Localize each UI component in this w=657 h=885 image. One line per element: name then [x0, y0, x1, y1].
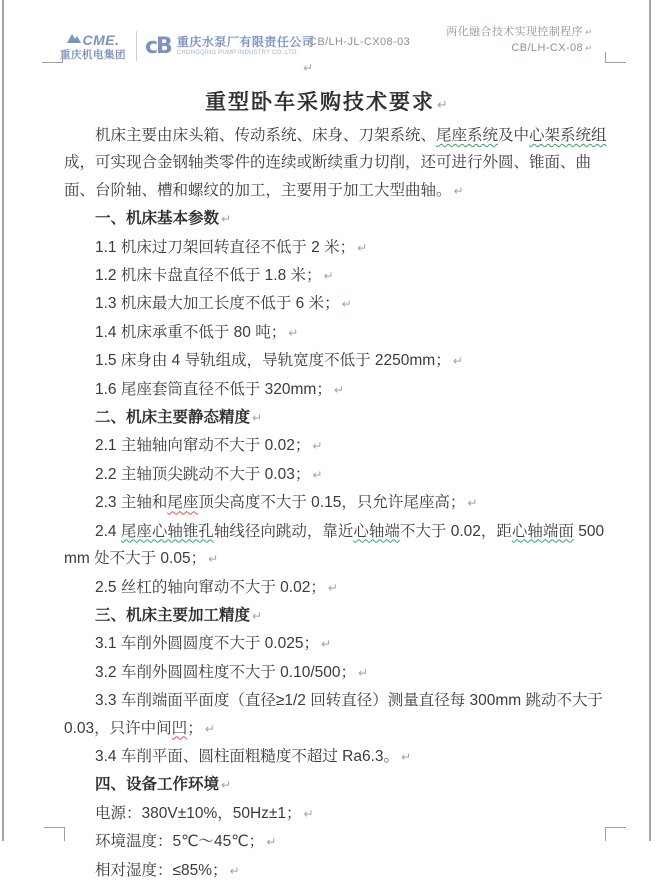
paragraph	[64, 659, 616, 687]
paragraph-text: 3.3 车削端面平面度（直径≥1/2 回转直径）测量直径每 300mm 跳动不大于 0.03，只许中间	[64, 692, 604, 737]
spellcheck-flagged-text: 尾座系统	[436, 127, 499, 144]
paragraph-mark: ↵	[437, 97, 448, 112]
document-page	[2, 0, 651, 879]
spellcheck-flagged-text: 尾座心轴锥孔	[120, 522, 214, 540]
paragraph-text: 环境温度：5℃～45℃；	[95, 833, 265, 851]
paragraph	[64, 432, 616, 460]
pump-company-name: 重庆水泵厂有限责任公司	[176, 34, 315, 49]
paragraph	[64, 319, 616, 347]
crop-mark-top-right	[605, 52, 626, 63]
paragraph-text: 三、机床主要加工精度	[95, 606, 251, 624]
section-heading	[64, 404, 616, 432]
paragraph-mark: ↵	[221, 778, 232, 793]
section-heading	[64, 771, 616, 799]
header-procedure-code: CB/LH-CX-08 ↵	[511, 42, 593, 54]
paragraph-mark: ↵	[252, 411, 263, 426]
paragraph	[64, 630, 616, 658]
spellcheck-flagged-text: 心轴端面	[511, 522, 574, 540]
pump-logo-icon: cB	[145, 33, 171, 59]
paragraph-text: 相对湿度：≤85%；	[95, 861, 228, 879]
paragraph-mark: ↵	[312, 467, 323, 482]
paragraph-mark: ↵	[252, 608, 263, 623]
paragraph-mark: ↵	[585, 27, 593, 37]
paragraph-mark: ↵	[453, 183, 464, 198]
document-body	[64, 122, 616, 885]
page-title: 重型卧车采购技术要求 ↵	[205, 91, 448, 114]
paragraph-text: 二、机床主要静态精度	[95, 409, 251, 427]
paragraph-text: 2.4	[95, 522, 121, 540]
paragraph-mark: ↵	[288, 325, 299, 340]
paragraph-mark: ↵	[229, 863, 240, 878]
paragraph-text: 1.1 机床过刀架回转直径不低于 2 米；	[95, 238, 356, 256]
paragraph-mark: ↵	[585, 43, 593, 53]
paragraph-text: 1.3 机床最大加工长度不低于 6 米；	[95, 295, 340, 313]
paragraph-text: 2.1 主轴轴向窜动不大于 0.02；	[95, 437, 311, 455]
cme-logo	[60, 31, 126, 61]
paragraph-text: 2.3 主轴和	[95, 494, 168, 512]
paragraph-text: 3.1 车削外圆圆度不大于 0.025；	[95, 635, 319, 653]
paragraph-mark: ↵	[333, 382, 344, 397]
paragraph	[64, 290, 616, 318]
paragraph-mark: ↵	[208, 552, 219, 567]
paragraph-text: 1.6 尾座套筒直径不低于 320mm；	[95, 380, 332, 398]
paragraph	[64, 122, 616, 205]
paragraph-mark: ↵	[341, 297, 352, 312]
paragraph-text: 1.5 床身由 4 导轨组成，导轨宽度不低于 2250mm；	[95, 352, 451, 370]
header-right-block	[446, 24, 593, 56]
paragraph	[64, 574, 616, 602]
paragraph-text: 1.4 机床承重不低于 80 吨；	[95, 323, 287, 341]
paragraph	[64, 828, 616, 856]
paragraph-mark: ↵	[452, 354, 463, 369]
paragraph	[64, 262, 616, 290]
logo-divider	[136, 31, 137, 61]
paragraph	[64, 461, 616, 489]
cme-group-name: 重庆机电集团	[60, 49, 126, 62]
paragraph-mark: ↵	[204, 721, 215, 736]
crop-mark-top-left	[42, 52, 63, 63]
paragraph-mark: ↵	[266, 835, 277, 850]
paragraph-text: 一、机床基本参数	[95, 210, 220, 228]
paragraph-text: 3.4 车削平面、圆柱面粗糙度不超过 Ra6.3。	[95, 747, 400, 765]
paragraph-text: 不大于 0.02，距	[399, 522, 512, 540]
paragraph-text: ；	[187, 719, 203, 737]
paragraph-text: 1.2 机床卡盘直径不低于 1.8 米；	[95, 267, 322, 285]
paragraph-text: 顶尖高度不大于 0.15，只允许尾座高；	[198, 494, 466, 512]
section-heading	[64, 205, 616, 233]
cme-mountain-icon	[67, 31, 81, 47]
paragraph-text: 及中	[498, 127, 530, 144]
paragraph-text: 成，可实现合金钢轴类零件的连续或断续重力切削，还可进行外圆、锥面、曲面、台阶轴、槽和螺纹的加工，主要用于加工大型曲轴。	[64, 154, 592, 199]
paragraph	[64, 234, 616, 262]
paragraph	[64, 376, 616, 404]
paragraph-text: 2.5 丝杠的轴向窜动不大于 0.02；	[95, 578, 326, 596]
spellcheck-flagged-text: 凹	[171, 719, 188, 737]
paragraph-mark: ↵	[312, 439, 323, 454]
paragraph-text: 2.2 主轴顶尖跳动不大于 0.03；	[95, 465, 311, 483]
paragraph	[64, 800, 616, 828]
paragraph	[64, 518, 616, 574]
paragraph-mark: ↵	[323, 269, 334, 284]
header-logo-group	[60, 24, 314, 68]
paragraph	[64, 687, 616, 743]
paragraph-text: 四、设备工作环境	[95, 776, 220, 794]
section-heading	[64, 602, 616, 630]
spellcheck-flagged-text: 心轴端	[353, 522, 400, 540]
spellcheck-flagged-text: 心架系统组	[529, 127, 607, 144]
paragraph-mark: ↵	[358, 665, 369, 680]
paragraph-mark: ↵	[327, 580, 338, 595]
paragraph-mark: ↵	[303, 61, 314, 75]
cme-brand-text: CME.	[82, 32, 120, 49]
paragraph	[64, 347, 616, 375]
paragraph-text: 轴线径向跳动，靠近	[213, 522, 354, 540]
crop-mark-bottom-left	[44, 827, 65, 841]
spellcheck-flagged-text: 尾座	[167, 494, 199, 512]
paragraph-mark: ↵	[303, 806, 314, 821]
paragraph-mark: ↵	[320, 637, 332, 652]
paragraph-mark: ↵	[357, 240, 368, 255]
paragraph-mark: ↵	[221, 212, 232, 227]
header-doc-code: CB/LH-JL-CX08-03	[309, 36, 411, 48]
header-procedure-title: 两化融合技术实现控制程序 ↵	[446, 26, 593, 38]
paragraph	[64, 489, 616, 517]
paragraph-text: 500mm 处不大于 0.05；	[64, 522, 605, 568]
paragraph	[64, 743, 616, 771]
paragraph-text: 电源：380V±10%，50Hz±1；	[95, 804, 302, 822]
pump-company-name-en: CHONGQING PUMP INDUSTRY CO.,LTD.	[176, 50, 299, 57]
paragraph-mark: ↵	[401, 749, 412, 764]
paragraph-mark: ↵	[467, 496, 478, 511]
paragraph-text: 机床主要由床头箱、传动系统、床身、刀架系统、	[95, 127, 437, 144]
paragraph-text: 3.2 车削外圆圆柱度不大于 0.10/500；	[95, 663, 356, 681]
paragraph	[64, 857, 616, 885]
